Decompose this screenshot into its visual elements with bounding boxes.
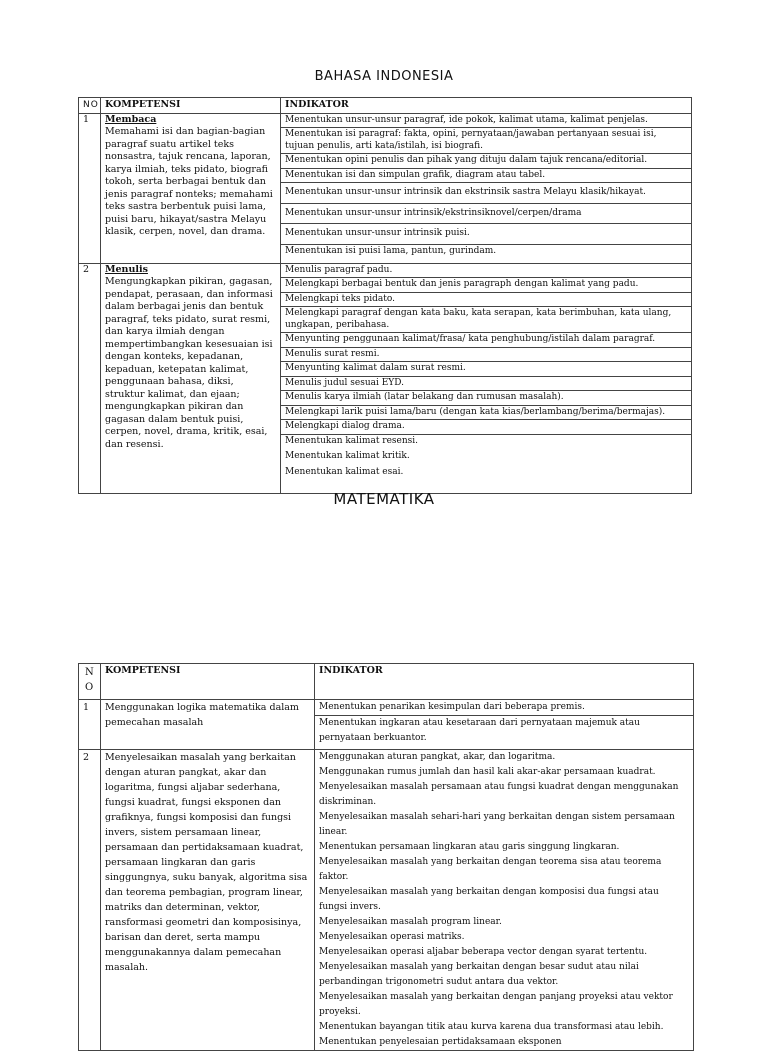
indikator-item: Menyunting penggunaan kalimat/frasa/ kata penghubung/istilah dalam paragraf.	[281, 333, 691, 348]
kompetensi-description: Mengungkapkan pikiran, gagasan, pendapat, perasaan, dan informasi dalam berbagai jenis dan bentuk paragraf, teks pidato, surat resmi, dan karya ilmiah dengan mempertimbangkan kesesuaian isi dengan konteks, kepadanan, kepaduan, ketepatan kalimat, penggunaan bahasa, diksi, struktur kalimat, dan ejaan; mengungkapkan pikiran dan gagasan dalam bentuk puisi, cerpen, novel, drama, kritik, esai, dan resensi.	[105, 276, 273, 450]
indikator-item: Menulis judul sesuai EYD.	[281, 377, 691, 392]
indikator-item: Menyelesaikan operasi aljabar beberapa vector dengan syarat tertentu.	[319, 947, 648, 957]
kompetensi-heading: Menulis	[105, 263, 148, 275]
indikator-item: Melengkapi berbagai bentuk dan jenis paragraph dengan kalimat yang padu.	[281, 278, 691, 293]
indikator-item: Menentukan penarikan kesimpulan dari beberapa premis.	[315, 700, 693, 716]
row-number: 2	[79, 750, 101, 1051]
kompetensi-cell: Menggunakan logika matematika dalam pemecahan masalah	[101, 700, 315, 750]
indikator-item: Menentukan persamaan lingkaran atau garis singgung lingkaran.	[319, 842, 620, 852]
indikator-item: Menulis surat resmi.	[281, 348, 691, 363]
indikator-item: Menyunting kalimat dalam surat resmi.	[281, 362, 691, 377]
indikator-cell	[315, 750, 694, 1051]
indikator-item: Menyelesaikan operasi matriks.	[319, 932, 465, 942]
indikator-item: Menentukan unsur-unsur intrinsik/ekstrinsiknovel/cerpen/drama	[281, 204, 691, 225]
indikator-item: Menggunakan rumus jumlah dan hasil kali akar-akar persamaan kuadrat.	[319, 767, 656, 777]
indikator-item: Menyelesaikan masalah yang berkaitan dengan besar sudut atau nilai perbandingan trigonometri sudut antara dua vektor.	[319, 962, 639, 987]
indikator-item: Menentukan isi puisi lama, pantun, gurindam.	[285, 245, 497, 256]
header-no-line2: O	[85, 682, 94, 693]
header-kompetensi: KOMPETENSI	[101, 98, 281, 114]
indikator-item: Menentukan kalimat esai.	[285, 466, 404, 477]
indikator-item: Menentukan kalimat kritik.	[285, 451, 410, 461]
header-no	[79, 664, 101, 700]
kompetensi-cell: Menyelesaikan masalah yang berkaitan dengan aturan pangkat, akar dan logaritma, fungsi aljabar sederhana, fungsi kuadrat, fungsi eksponen dan grafiknya, fungsi komposisi dan fungsi invers, sistem persamaan linear, persamaan dan pertidaksamaan kuadrat, persamaan lingkaran dan garis singgungnya, suku banyak, algoritma sisa dan teorema pembagian, program linear, matriks dan determinan, vektor, ransformasi geometri dan komposisinya, barisan dan deret, serta mampu menggunakannya dalam pemecahan masalah.	[101, 750, 315, 1051]
table-row-membaca	[79, 113, 692, 263]
row-number: 1	[79, 113, 101, 263]
indikator-item: Menentukan kalimat resensi.	[285, 435, 419, 446]
indikator-item: Melengkapi dialog drama.	[281, 420, 691, 435]
header-kompetensi: KOMPETENSI	[101, 664, 315, 700]
indikator-item: Menentukan isi dan simpulan grafik, diagram atau tabel.	[281, 169, 691, 184]
indikator-item: Melengkapi paragraf dengan kata baku, kata serapan, kata berimbuhan, kata ulang, ungkapan, peribahasa.	[281, 307, 691, 333]
table-header-row	[79, 664, 694, 700]
indikator-cell	[315, 700, 694, 750]
title-matematika: MATEMATIKA	[333, 490, 435, 508]
bahasa-indonesia-table	[78, 97, 692, 494]
indikator-item: Menulis paragraf padu.	[281, 264, 691, 279]
indikator-item: Menentukan opini penulis dan pihak yang dituju dalam tajuk rencana/editorial.	[281, 154, 691, 169]
table-row-aljabar	[79, 750, 694, 1051]
indikator-item: Melengkapi larik puisi lama/baru (dengan kata kias/berlambang/berima/bermajas).	[281, 406, 691, 421]
indikator-item: Menyelesaikan masalah sehari-hari yang berkaitan dengan sistem persamaan linear.	[319, 812, 675, 837]
indikator-item: Menyelesaikan masalah yang berkaitan dengan teorema sisa atau teorema faktor.	[319, 857, 662, 882]
indikator-item: Menentukan bayangan titik atau kurva karena dua transformasi atau lebih.	[319, 1022, 664, 1032]
indikator-item: Menyelesaikan masalah yang berkaitan dengan komposisi dua fungsi atau fungsi invers.	[319, 887, 659, 912]
indikator-item: Menentukan penyelesaian pertidaksamaan eksponen	[319, 1037, 562, 1047]
indikator-cell	[281, 113, 692, 263]
indikator-item: Melengkapi teks pidato.	[281, 293, 691, 308]
indikator-item: Menentukan unsur-unsur paragraf, ide pokok, kalimat utama, kalimat penjelas.	[281, 114, 691, 129]
kompetensi-cell	[101, 113, 281, 263]
kompetensi-cell	[101, 263, 281, 493]
header-indikator: INDIKATOR	[281, 98, 692, 114]
indikator-cell	[281, 263, 692, 493]
indikator-item: Menentukan unsur-unsur intrinsik puisi.	[281, 224, 691, 245]
row-number: 2	[79, 263, 101, 493]
header-indikator: INDIKATOR	[315, 664, 694, 700]
indikator-item: Menyelesaikan masalah program linear.	[319, 917, 502, 927]
header-no-line1: N	[85, 667, 94, 678]
kompetensi-heading: Membaca	[105, 113, 157, 125]
table-row-menulis	[79, 263, 692, 493]
table-row-logika	[79, 700, 694, 750]
table-header-row	[79, 98, 692, 114]
header-no: NO	[79, 98, 101, 114]
matematika-table	[78, 663, 694, 1051]
indikator-item: Menentukan ingkaran atau kesetaraan dari pernyataan majemuk atau pernyataan berkuantor.	[319, 718, 640, 743]
indikator-item: Menentukan isi paragraf: fakta, opini, pernyataan/jawaban pertanyaan sesuai isi, tujuan penulis, arti kata/istilah, isi biografi.	[281, 128, 691, 154]
kompetensi-description: Memahami isi dan bagian-bagian paragraf suatu artikel teks nonsastra, tajuk rencana, laporan, karya ilmiah, teks pidato, biografi tokoh, serta berbagai bentuk dan jenis paragraf nonteks; memahami teks sastra berbentuk puisi lama, puisi baru, hikayat/sastra Melayu klasik, cerpen, novel, dan drama.	[105, 126, 273, 237]
indikator-item: Menggunakan aturan pangkat, akar, dan logaritma.	[319, 752, 556, 762]
row-number: 1	[79, 700, 101, 750]
indikator-item: Menyelesaikan masalah persamaan atau fungsi kuadrat dengan menggunakan diskriminan.	[319, 782, 679, 807]
indikator-item: Menulis karya ilmiah (latar belakang dan rumusan masalah).	[281, 391, 691, 406]
indikator-item: Menyelesaikan masalah yang berkaitan dengan panjang proyeksi atau vektor proyeksi.	[319, 992, 673, 1017]
title-bahasa-indonesia: BAHASA INDONESIA	[314, 69, 454, 84]
indikator-item: Menentukan unsur-unsur intrinsik dan ekstrinsik sastra Melayu klasik/hikayat.	[281, 183, 691, 204]
